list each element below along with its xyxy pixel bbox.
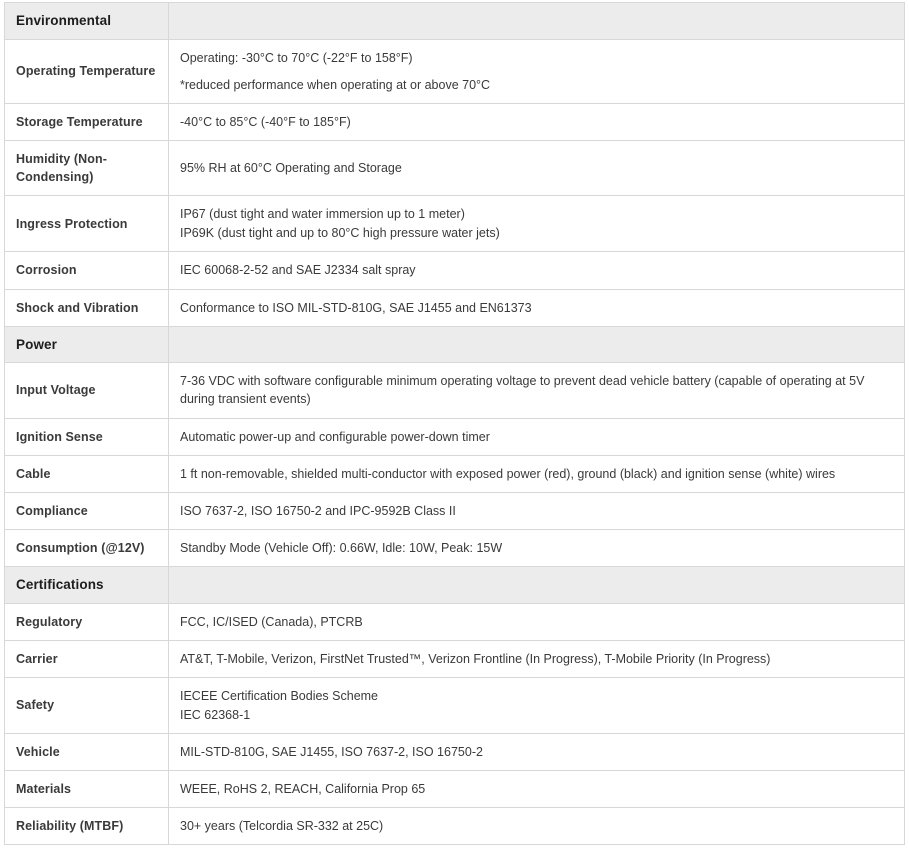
- spec-label: Consumption (@12V): [5, 529, 169, 566]
- spec-value-line: FCC, IC/ISED (Canada), PTCRB: [180, 614, 363, 629]
- spec-label: Shock and Vibration: [5, 289, 169, 326]
- table-row: [5, 529, 905, 566]
- section-title: Environmental: [5, 3, 169, 40]
- spec-value-line: IEC 62368-1: [180, 707, 251, 722]
- section-header-spacer: [169, 3, 905, 40]
- spec-label: Ignition Sense: [5, 418, 169, 455]
- section-header-spacer: [169, 567, 905, 604]
- specifications-table: [4, 2, 905, 845]
- table-row: [5, 418, 905, 455]
- spec-value-line: 30+ years (Telcordia SR-332 at 25C): [180, 819, 384, 834]
- table-row: [5, 140, 905, 195]
- spec-value: [169, 418, 905, 455]
- spec-value-line: AT&T, T-Mobile, Verizon, FirstNet Trusted™, Verizon Frontline (In Progress), T-Mobile Priority (In Progress): [180, 651, 771, 666]
- spec-value-line: Automatic power-up and configurable power-down timer: [180, 429, 490, 444]
- section-title: Power: [5, 326, 169, 363]
- table-row: [5, 196, 905, 252]
- spec-value-line: IEC 60068-2-52 and SAE J2334 salt spray: [180, 263, 416, 278]
- spec-value-line: Operating: -30°C to 70°C (-22°F to 158°F): [180, 50, 413, 65]
- spec-label: Carrier: [5, 640, 169, 677]
- table-row: [5, 808, 905, 845]
- table-row: [5, 734, 905, 771]
- table-row: [5, 289, 905, 326]
- table-row: [5, 640, 905, 677]
- spec-label: Vehicle: [5, 734, 169, 771]
- spec-value: [169, 603, 905, 640]
- spec-label: Storage Temperature: [5, 103, 169, 140]
- spec-label: Regulatory: [5, 603, 169, 640]
- table-row: [5, 603, 905, 640]
- section-title: Certifications: [5, 567, 169, 604]
- spec-value: [169, 196, 905, 252]
- spec-value-line: Standby Mode (Vehicle Off): 0.66W, Idle: 10W, Peak: 15W: [180, 540, 503, 555]
- spec-value: [169, 363, 905, 418]
- spec-value-line: 7-36 VDC with software configurable minimum operating voltage to prevent dead vehicle battery (capable of operating at 5V during transient events): [180, 374, 865, 407]
- spec-value: [169, 529, 905, 566]
- spec-value: [169, 140, 905, 195]
- spec-value-line: WEEE, RoHS 2, REACH, California Prop 65: [180, 782, 426, 797]
- spec-value-line: MIL-STD-810G, SAE J1455, ISO 7637-2, ISO 16750-2: [180, 745, 483, 760]
- spec-value-line: -40°C to 85°C (-40°F to 185°F): [180, 114, 351, 129]
- spec-value-line: 95% RH at 60°C Operating and Storage: [180, 161, 402, 175]
- spec-value: [169, 455, 905, 492]
- spec-label: Reliability (MTBF): [5, 808, 169, 845]
- table-row: [5, 677, 905, 733]
- spec-value: [169, 103, 905, 140]
- spec-value: [169, 734, 905, 771]
- spec-value: [169, 771, 905, 808]
- specifications-table-body: [5, 3, 905, 845]
- spec-value: [169, 289, 905, 326]
- table-row: [5, 455, 905, 492]
- spec-value-line: IP67 (dust tight and water immersion up to 1 meter): [180, 207, 465, 222]
- spec-value-line: 1 ft non-removable, shielded multi-conductor with exposed power (red), ground (black) and ignition sense (white) wires: [180, 466, 836, 481]
- spec-label: Compliance: [5, 492, 169, 529]
- table-row: [5, 103, 905, 140]
- table-row: [5, 492, 905, 529]
- spec-label: Operating Temperature: [5, 39, 169, 103]
- spec-value-line: IECEE Certification Bodies Scheme: [180, 688, 379, 703]
- spec-label: Materials: [5, 771, 169, 808]
- spec-value: [169, 640, 905, 677]
- spec-label: Corrosion: [5, 252, 169, 289]
- spec-label: Ingress Protection: [5, 196, 169, 252]
- table-row: [5, 252, 905, 289]
- spec-value: [169, 808, 905, 845]
- spec-value-line: *reduced performance when operating at or above 70°C: [180, 77, 491, 92]
- section-header-row: [5, 3, 905, 40]
- spec-value: [169, 677, 905, 733]
- spec-value-line: Conformance to ISO MIL-STD-810G, SAE J1455 and EN61373: [180, 300, 532, 315]
- table-row: [5, 363, 905, 418]
- table-row: [5, 771, 905, 808]
- spec-value: [169, 39, 905, 103]
- spec-value-line: ISO 7637-2, ISO 16750-2 and IPC-9592B Class II: [180, 503, 456, 518]
- spec-label: Humidity (Non-Condensing): [5, 140, 169, 195]
- spec-label: Safety: [5, 677, 169, 733]
- section-header-spacer: [169, 326, 905, 363]
- spec-value: [169, 492, 905, 529]
- spec-value: [169, 252, 905, 289]
- spec-value-line: IP69K (dust tight and up to 80°C high pressure water jets): [180, 226, 500, 241]
- spec-label: Input Voltage: [5, 363, 169, 418]
- section-header-row: [5, 326, 905, 363]
- table-row: [5, 39, 905, 103]
- section-header-row: [5, 567, 905, 604]
- spec-label: Cable: [5, 455, 169, 492]
